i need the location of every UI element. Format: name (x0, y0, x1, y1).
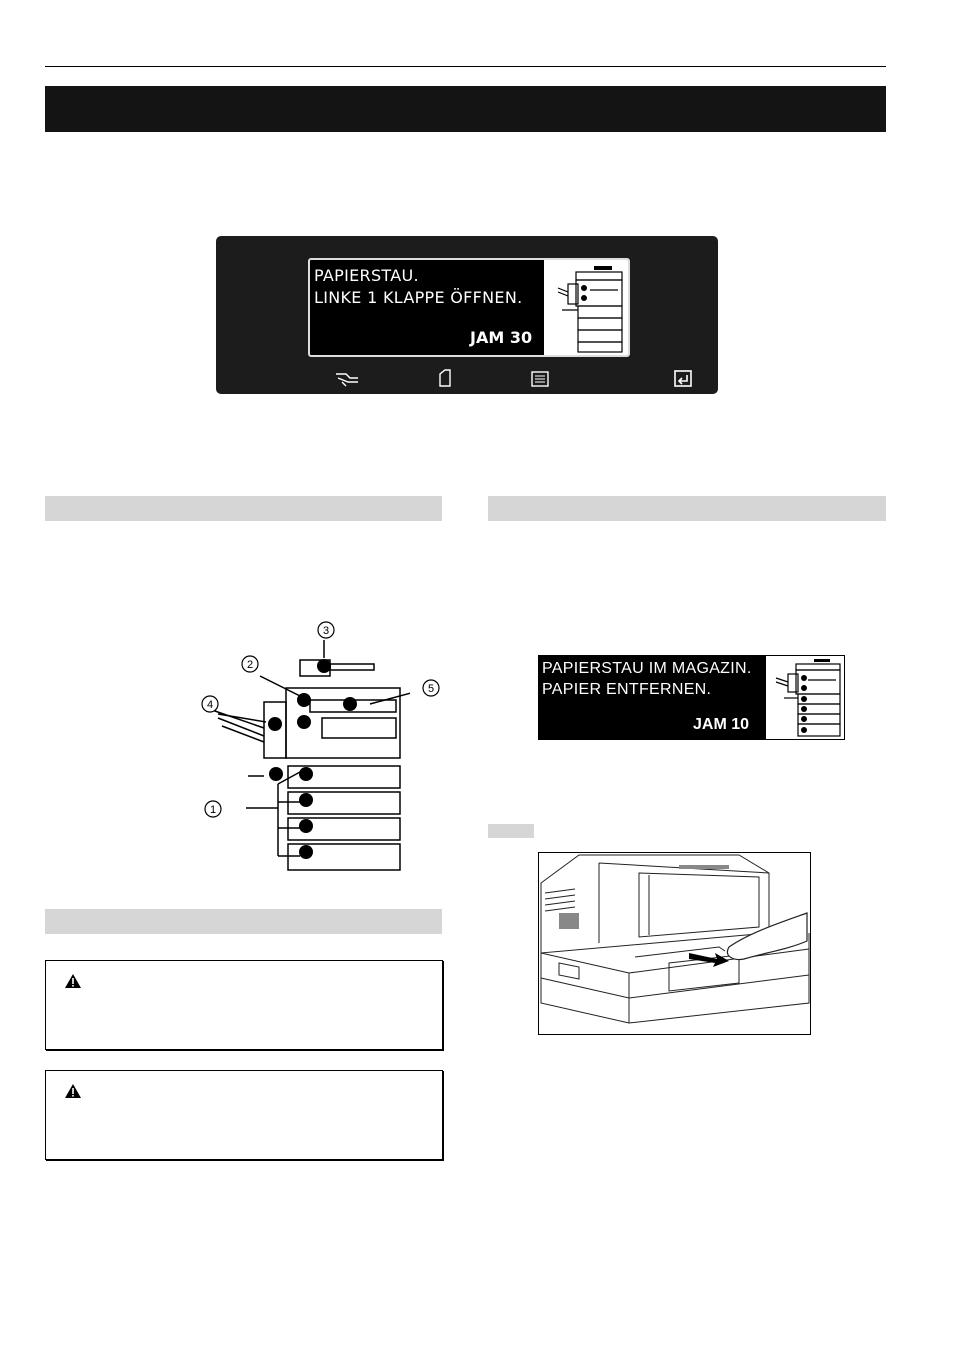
warning-icon (64, 1083, 82, 1099)
enter-icon[interactable] (670, 368, 700, 388)
copier-status-icon (766, 656, 844, 739)
callout-label-2: 2 (246, 659, 254, 671)
section-bar-warnings (45, 909, 442, 934)
callout-5 (418, 676, 444, 700)
lcd-line-2: LINKE 1 KLAPPE ÖFFNEN. (314, 288, 523, 307)
warning-box-1 (45, 960, 443, 1050)
jam-location-diagram (190, 618, 410, 874)
cassette-illustration (538, 852, 811, 1035)
message-jam-code: JAM 10 (693, 716, 750, 733)
callout-label-1: 1 (209, 804, 217, 816)
message-display (538, 655, 845, 740)
copier-status-icon (544, 260, 628, 355)
cassette-pull-drawing (539, 853, 810, 1034)
section-bar-right (488, 496, 886, 521)
hand-icon[interactable] (332, 368, 362, 388)
callout-label-3: 3 (322, 625, 330, 637)
operation-panel (216, 236, 718, 394)
lcd-jam-code: JAM 30 (470, 328, 533, 347)
callout-label-5: 5 (427, 683, 435, 695)
message-line-1: PAPIERSTAU IM MAGAZIN. (542, 660, 752, 677)
page-icon[interactable] (430, 368, 460, 388)
message-line-2: PAPIER ENTFERNEN. (542, 681, 712, 698)
lcd-display (308, 258, 630, 357)
lcd-line-1: PAPIERSTAU. (314, 266, 419, 285)
page-title-bar (45, 86, 886, 132)
step-label-box (488, 824, 534, 838)
section-bar-left (45, 496, 442, 521)
callout-label-4: 4 (206, 699, 214, 711)
warning-box-2 (45, 1070, 443, 1160)
warning-icon (64, 973, 82, 989)
header-rule (45, 66, 886, 67)
list-icon[interactable] (526, 368, 556, 388)
